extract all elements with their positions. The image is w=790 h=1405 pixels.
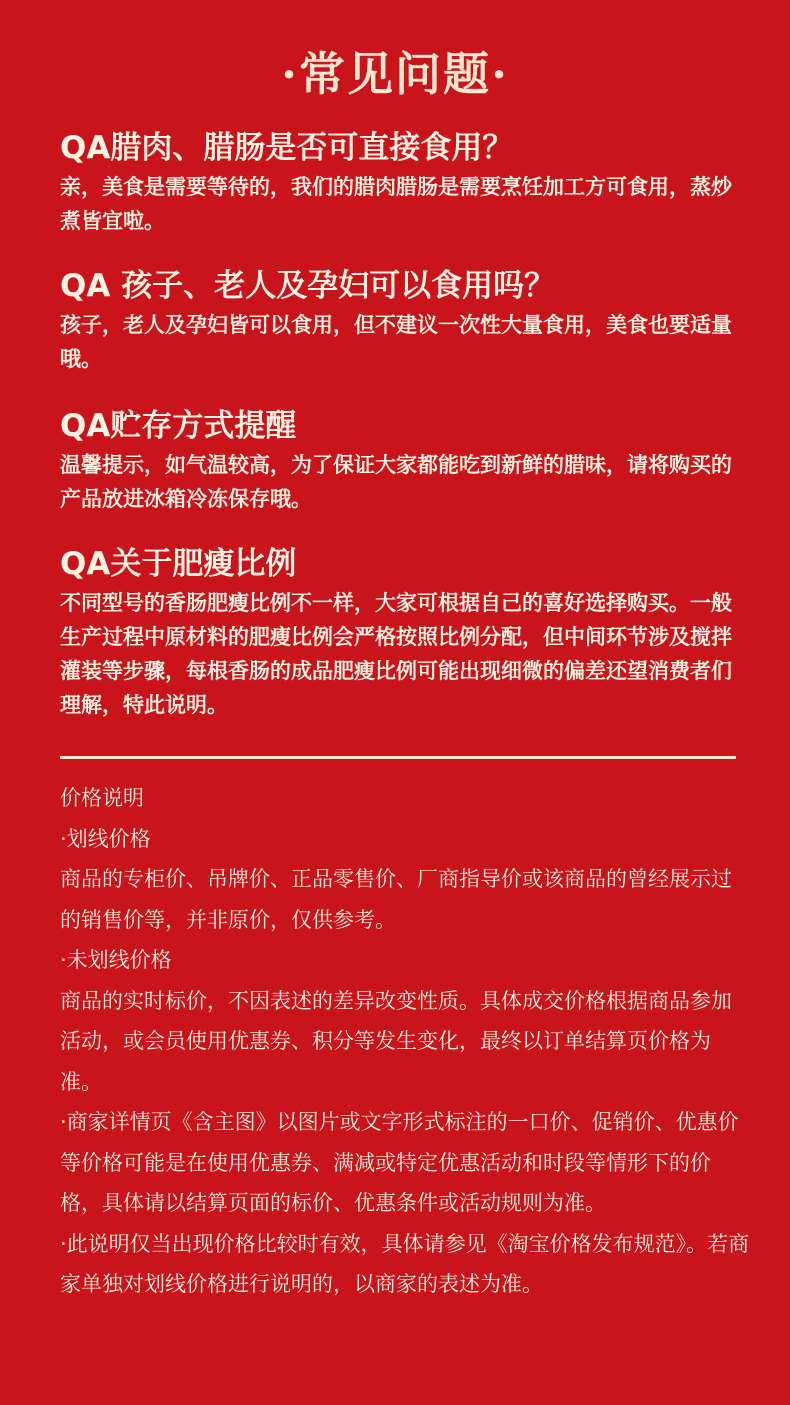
price-notice-heading: 价格说明 bbox=[60, 786, 144, 810]
detail-page-price-text: ·商家详情页《含主图》以图片或文字形式标注的一口价、促销价、优惠价等价格可能是在使用优惠券、满减或特定优惠活动和时段等情形下的价格，具体请以结算页面的标价、优惠条件或活动规则为准。 bbox=[60, 1110, 739, 1215]
price-notice bbox=[60, 778, 750, 1305]
section-divider bbox=[60, 756, 736, 759]
qa-question: QA 孩子、老人及孕妇可以食用吗？ bbox=[60, 268, 556, 304]
strikethrough-price-text: 商品的专柜价、吊牌价、正品零售价、厂商指导价或该商品的曾经展示过的销售价等，并非原价，仅供参考。 bbox=[60, 867, 732, 932]
strikethrough-price-title: ·划线价格 bbox=[60, 826, 151, 851]
qa-item-2 bbox=[60, 266, 750, 376]
qa-answer: 不同型号的香肠肥瘦比例不一样，大家可根据自己的喜好选择购买。一般生产过程中原材料的肥瘦比例会严格按照比例分配，但中间环节涉及搅拌灌装等步骤，每根香肠的成品肥瘦比例可能出现细微的偏差还望消费者们理解，特此说明。 bbox=[60, 591, 732, 717]
qa-item-3 bbox=[60, 406, 750, 516]
qa-item-1 bbox=[60, 128, 750, 238]
scope-note-text: ·此说明仅当出现价格比较时有效，具体请参见《淘宝价格发布规范》。若商家单独对划线价格进行说明的，以商家的表述为准。 bbox=[60, 1231, 750, 1296]
qa-question: QA腊肉、腊肠是否可直接食用？ bbox=[60, 130, 514, 166]
qa-answer: 亲，美食是需要等待的，我们的腊肉腊肠是需要烹饪加工方可食用，蒸炒煮皆宜啦。 bbox=[60, 175, 732, 233]
qa-answer: 孩子，老人及孕妇皆可以食用，但不建议一次性大量食用，美食也要适量哦。 bbox=[60, 313, 732, 371]
qa-question: QA关于肥瘦比例 bbox=[60, 546, 297, 582]
unstruck-price-title: ·未划线价格 bbox=[60, 948, 172, 972]
qa-answer: 温馨提示，如气温较高，为了保证大家都能吃到新鲜的腊味，请将购买的产品放进冰箱冷冻保存哦。 bbox=[60, 453, 732, 511]
qa-item-4 bbox=[60, 544, 750, 722]
qa-question: QA贮存方式提醒 bbox=[60, 408, 297, 444]
page-title: ·常见问题· bbox=[280, 47, 510, 101]
unstruck-price-text: 商品的实时标价，不因表述的差异改变性质。具体成交价格根据商品参加活动，或会员使用优惠券、积分等发生变化，最终以订单结算页价格为准。 bbox=[60, 988, 732, 1094]
